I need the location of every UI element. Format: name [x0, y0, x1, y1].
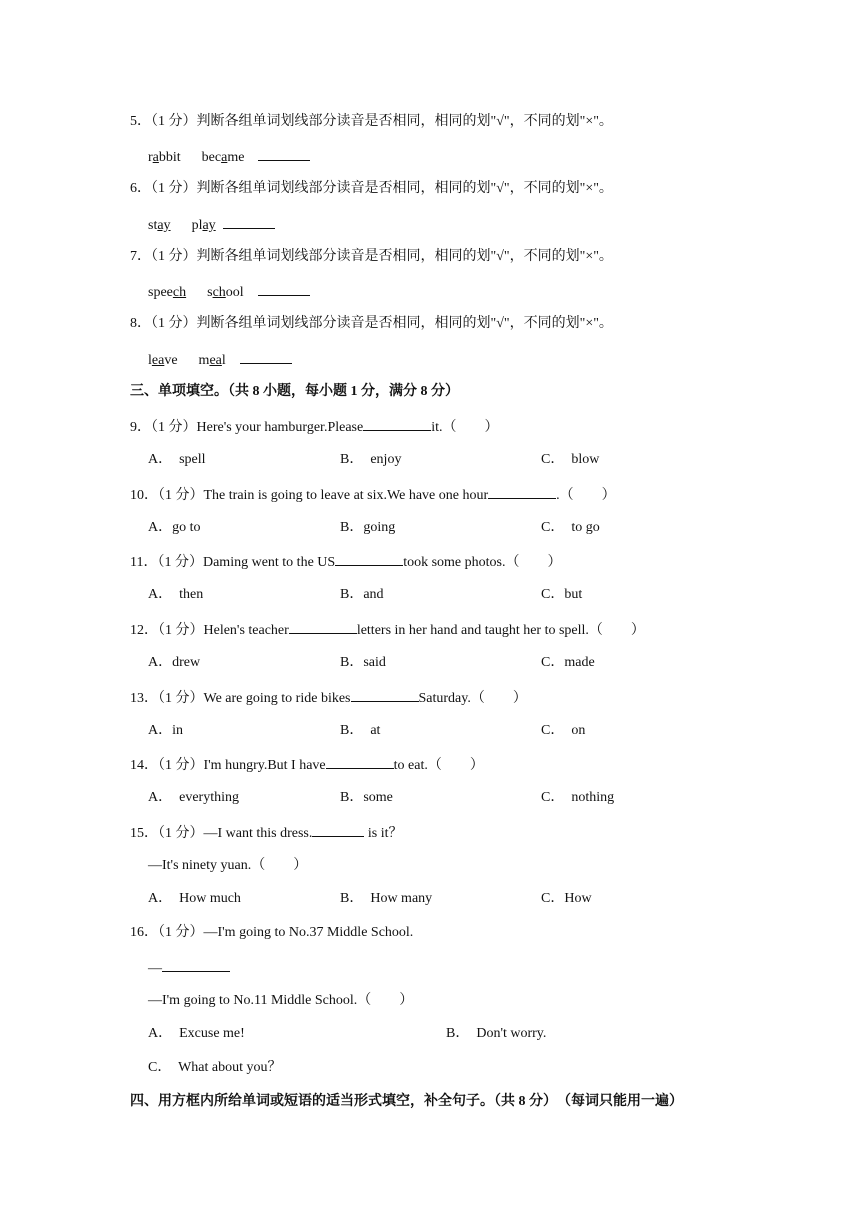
word-play: play [191, 218, 216, 233]
question-5-words [148, 147, 310, 167]
question-5-stem: 5．（1 分）判断各组单词划线部分读音是否相同，相同的划"√"，不同的划"×"。 [130, 114, 613, 129]
question-16-option-c[interactable]: C． What about you？ [148, 1060, 282, 1075]
question-15-reply: —It's ninety yuan.（ ） [148, 858, 308, 873]
question-11-stem: 11．（1 分）Daming went to the US took some photos.（ ） [130, 552, 561, 572]
answer-blank[interactable] [326, 755, 394, 769]
word-meal: meal [198, 353, 226, 368]
answer-blank[interactable] [223, 215, 275, 229]
section-4-heading: 四、用方框内所给单词或短语的适当形式填空，补全句子。（共 8 分） （每词只能用一遍） [130, 1094, 683, 1109]
question-9-option-b[interactable]: B． enjoy [340, 452, 402, 467]
question-8-words [148, 350, 292, 370]
question-15-option-b[interactable]: B． How many [340, 891, 433, 906]
question-13-option-b[interactable]: B． at [340, 723, 381, 738]
question-12-option-b[interactable]: B．said [340, 655, 386, 670]
answer-blank[interactable] [162, 958, 230, 972]
question-9-option-c[interactable]: C． blow [541, 452, 600, 467]
question-14-option-c[interactable]: C． nothing [541, 790, 615, 805]
word-rabbit: rabbit [148, 150, 181, 165]
section-3-heading: 三、单项填空。（共 8 小题，每小题 1 分，满分 8 分） [130, 384, 459, 399]
question-11-option-a[interactable]: A． then [148, 587, 204, 602]
question-7-words [148, 282, 310, 302]
answer-blank[interactable] [351, 688, 419, 702]
question-6-words [148, 215, 275, 235]
question-10-option-b[interactable]: B．going [340, 520, 396, 535]
answer-blank[interactable] [240, 350, 292, 364]
word-became: became [201, 150, 245, 165]
question-14-stem: 14．（1 分）I'm hungry.But I have to eat.（ ） [130, 755, 484, 775]
answer-blank[interactable] [488, 485, 556, 499]
question-8-stem: 8．（1 分）判断各组单词划线部分读音是否相同，相同的划"√"，不同的划"×"。 [130, 316, 613, 331]
question-16-stem: 16．（1 分）—I'm going to No.37 Middle School. [130, 925, 414, 940]
answer-blank[interactable] [312, 823, 364, 837]
question-10-option-a[interactable]: A．go to [148, 520, 201, 535]
word-speech: speech [148, 285, 187, 300]
question-15-option-a[interactable]: A． How much [148, 891, 241, 906]
question-16-option-b[interactable]: B． Don't worry. [446, 1026, 547, 1041]
question-12-option-c[interactable]: C．made [541, 655, 595, 670]
question-10-stem: 10．（1 分）The train is going to leave at six.We have one hour .（ ） [130, 485, 616, 505]
question-10-option-c[interactable]: C． to go [541, 520, 600, 535]
question-11-option-b[interactable]: B．and [340, 587, 384, 602]
question-13-option-c[interactable]: C． on [541, 723, 586, 738]
word-school: school [207, 285, 244, 300]
answer-blank[interactable] [258, 282, 310, 296]
question-16-reply: —I'm going to No.11 Middle School.（ ） [148, 993, 414, 1008]
question-13-stem: 13．（1 分）We are going to ride bikes Saturday.（ ） [130, 688, 527, 708]
word-leave: leave [148, 353, 178, 368]
question-12-stem: 12．（1 分）Helen's teacher letters in her hand and taught her to spell.（ ） [130, 620, 645, 640]
answer-blank[interactable] [258, 147, 310, 161]
question-16-blank-line: — [148, 958, 230, 978]
question-15-stem: 15．（1 分）—I want this dress. is it？ [130, 823, 403, 843]
question-7-stem: 7．（1 分）判断各组单词划线部分读音是否相同，相同的划"√"，不同的划"×"。 [130, 249, 613, 264]
question-15-option-c[interactable]: C．How [541, 891, 592, 906]
question-14-option-a[interactable]: A． everything [148, 790, 239, 805]
question-12-option-a[interactable]: A．drew [148, 655, 201, 670]
question-14-option-b[interactable]: B．some [340, 790, 393, 805]
answer-blank[interactable] [289, 620, 357, 634]
question-13-option-a[interactable]: A．in [148, 723, 183, 738]
question-9-stem: 9．（1 分）Here's your hamburger.Please it.（ ） [130, 417, 499, 437]
question-6-stem: 6．（1 分）判断各组单词划线部分读音是否相同，相同的划"√"，不同的划"×"。 [130, 181, 613, 196]
word-stay: stay [148, 218, 171, 233]
question-16-option-a[interactable]: A． Excuse me! [148, 1026, 245, 1041]
answer-blank[interactable] [335, 552, 403, 566]
question-9-option-a[interactable]: A． spell [148, 452, 206, 467]
answer-blank[interactable] [363, 417, 431, 431]
question-11-option-c[interactable]: C．but [541, 587, 583, 602]
